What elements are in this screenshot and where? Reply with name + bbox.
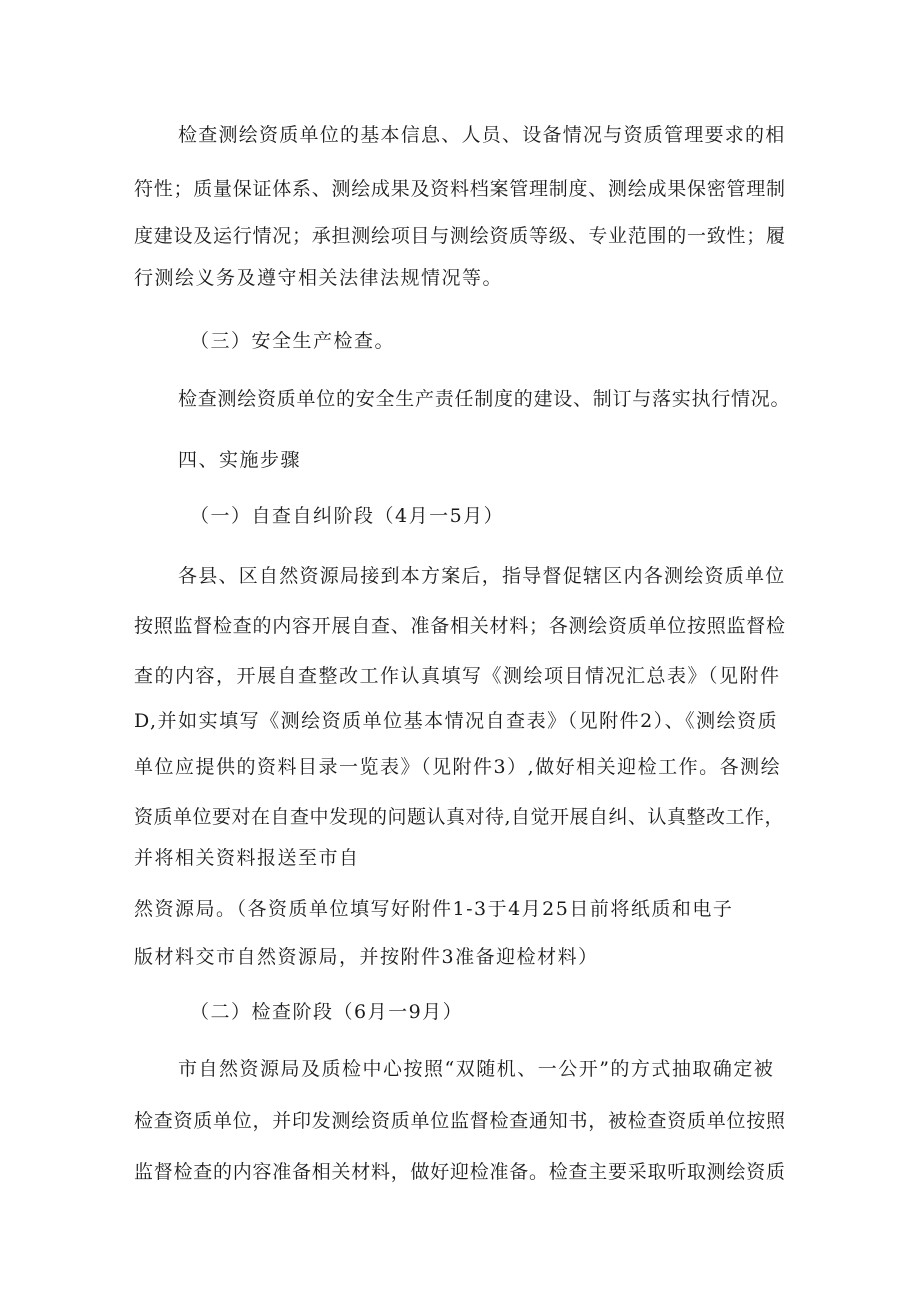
paragraph-line: 行测绘义务及遵守相关法律法规情况等。	[134, 267, 504, 289]
paragraph-line: 检查资质单位，并印发测绘资质单位监督检查通知书，被检查资质单位按照	[134, 1110, 786, 1132]
paragraph-line: 市自然资源局及质检中心按照“双随机、一公开”的方式抽取确定被	[178, 1058, 775, 1080]
section-heading: （三）安全生产检查。	[190, 330, 396, 352]
section-heading: （一）自查自纠阶段（4月一5月）	[190, 505, 505, 527]
paragraph-line: 度建设及运行情况；承担测绘项目与测绘资质等级、专业范围的一致性；履	[134, 225, 786, 247]
paragraph-line: 版材料交市自然资源局，并按附件3准备迎检材料）	[134, 946, 599, 968]
paragraph-line: 资质单位要对在自查中发现的问题认真对待,自觉开展自纠、认真整改工作，	[134, 806, 785, 828]
section-heading: （二）检查阶段（6月一9月）	[190, 1001, 464, 1023]
paragraph-line: 按照监督检查的内容开展自查、准备相关材料；各测绘资质单位按照监督检	[134, 615, 786, 637]
paragraph-line: 监督检查的内容准备相关材料，做好迎检准备。检查主要采取听取测绘资质	[134, 1161, 786, 1183]
paragraph-line: D,并如实填写《测绘资质单位基本情况自查表》（见附件2）、《测绘资质	[134, 710, 779, 732]
paragraph-line: 查的内容，开展自查整改工作认真填写《测绘项目情况汇总表》（见附件	[134, 665, 781, 687]
paragraph-line: 并将相关资料报送至市自	[134, 847, 360, 869]
paragraph-line: 单位应提供的资料目录一览表》（见附件3）,做好相关迎检工作。各测绘	[134, 756, 782, 778]
paragraph-line: 然资源局。（各资质单位填写好附件1-3于4月25日前将纸质和电子	[134, 898, 734, 920]
section-heading: 四、实施步骤	[178, 449, 302, 471]
paragraph-line: 检查测绘资质单位的基本信息、人员、设备情况与资质管理要求的相	[178, 124, 786, 146]
paragraph-line: 符性；质量保证体系、测绘成果及资料档案管理制度、测绘成果保密管理制	[134, 178, 786, 200]
paragraph-line: 各县、区自然资源局接到本方案后，指导督促辖区内各测绘资质单位	[178, 565, 786, 587]
paragraph-line: 检查测绘资质单位的安全生产责任制度的建设、制订与落实执行情况。	[178, 388, 791, 410]
